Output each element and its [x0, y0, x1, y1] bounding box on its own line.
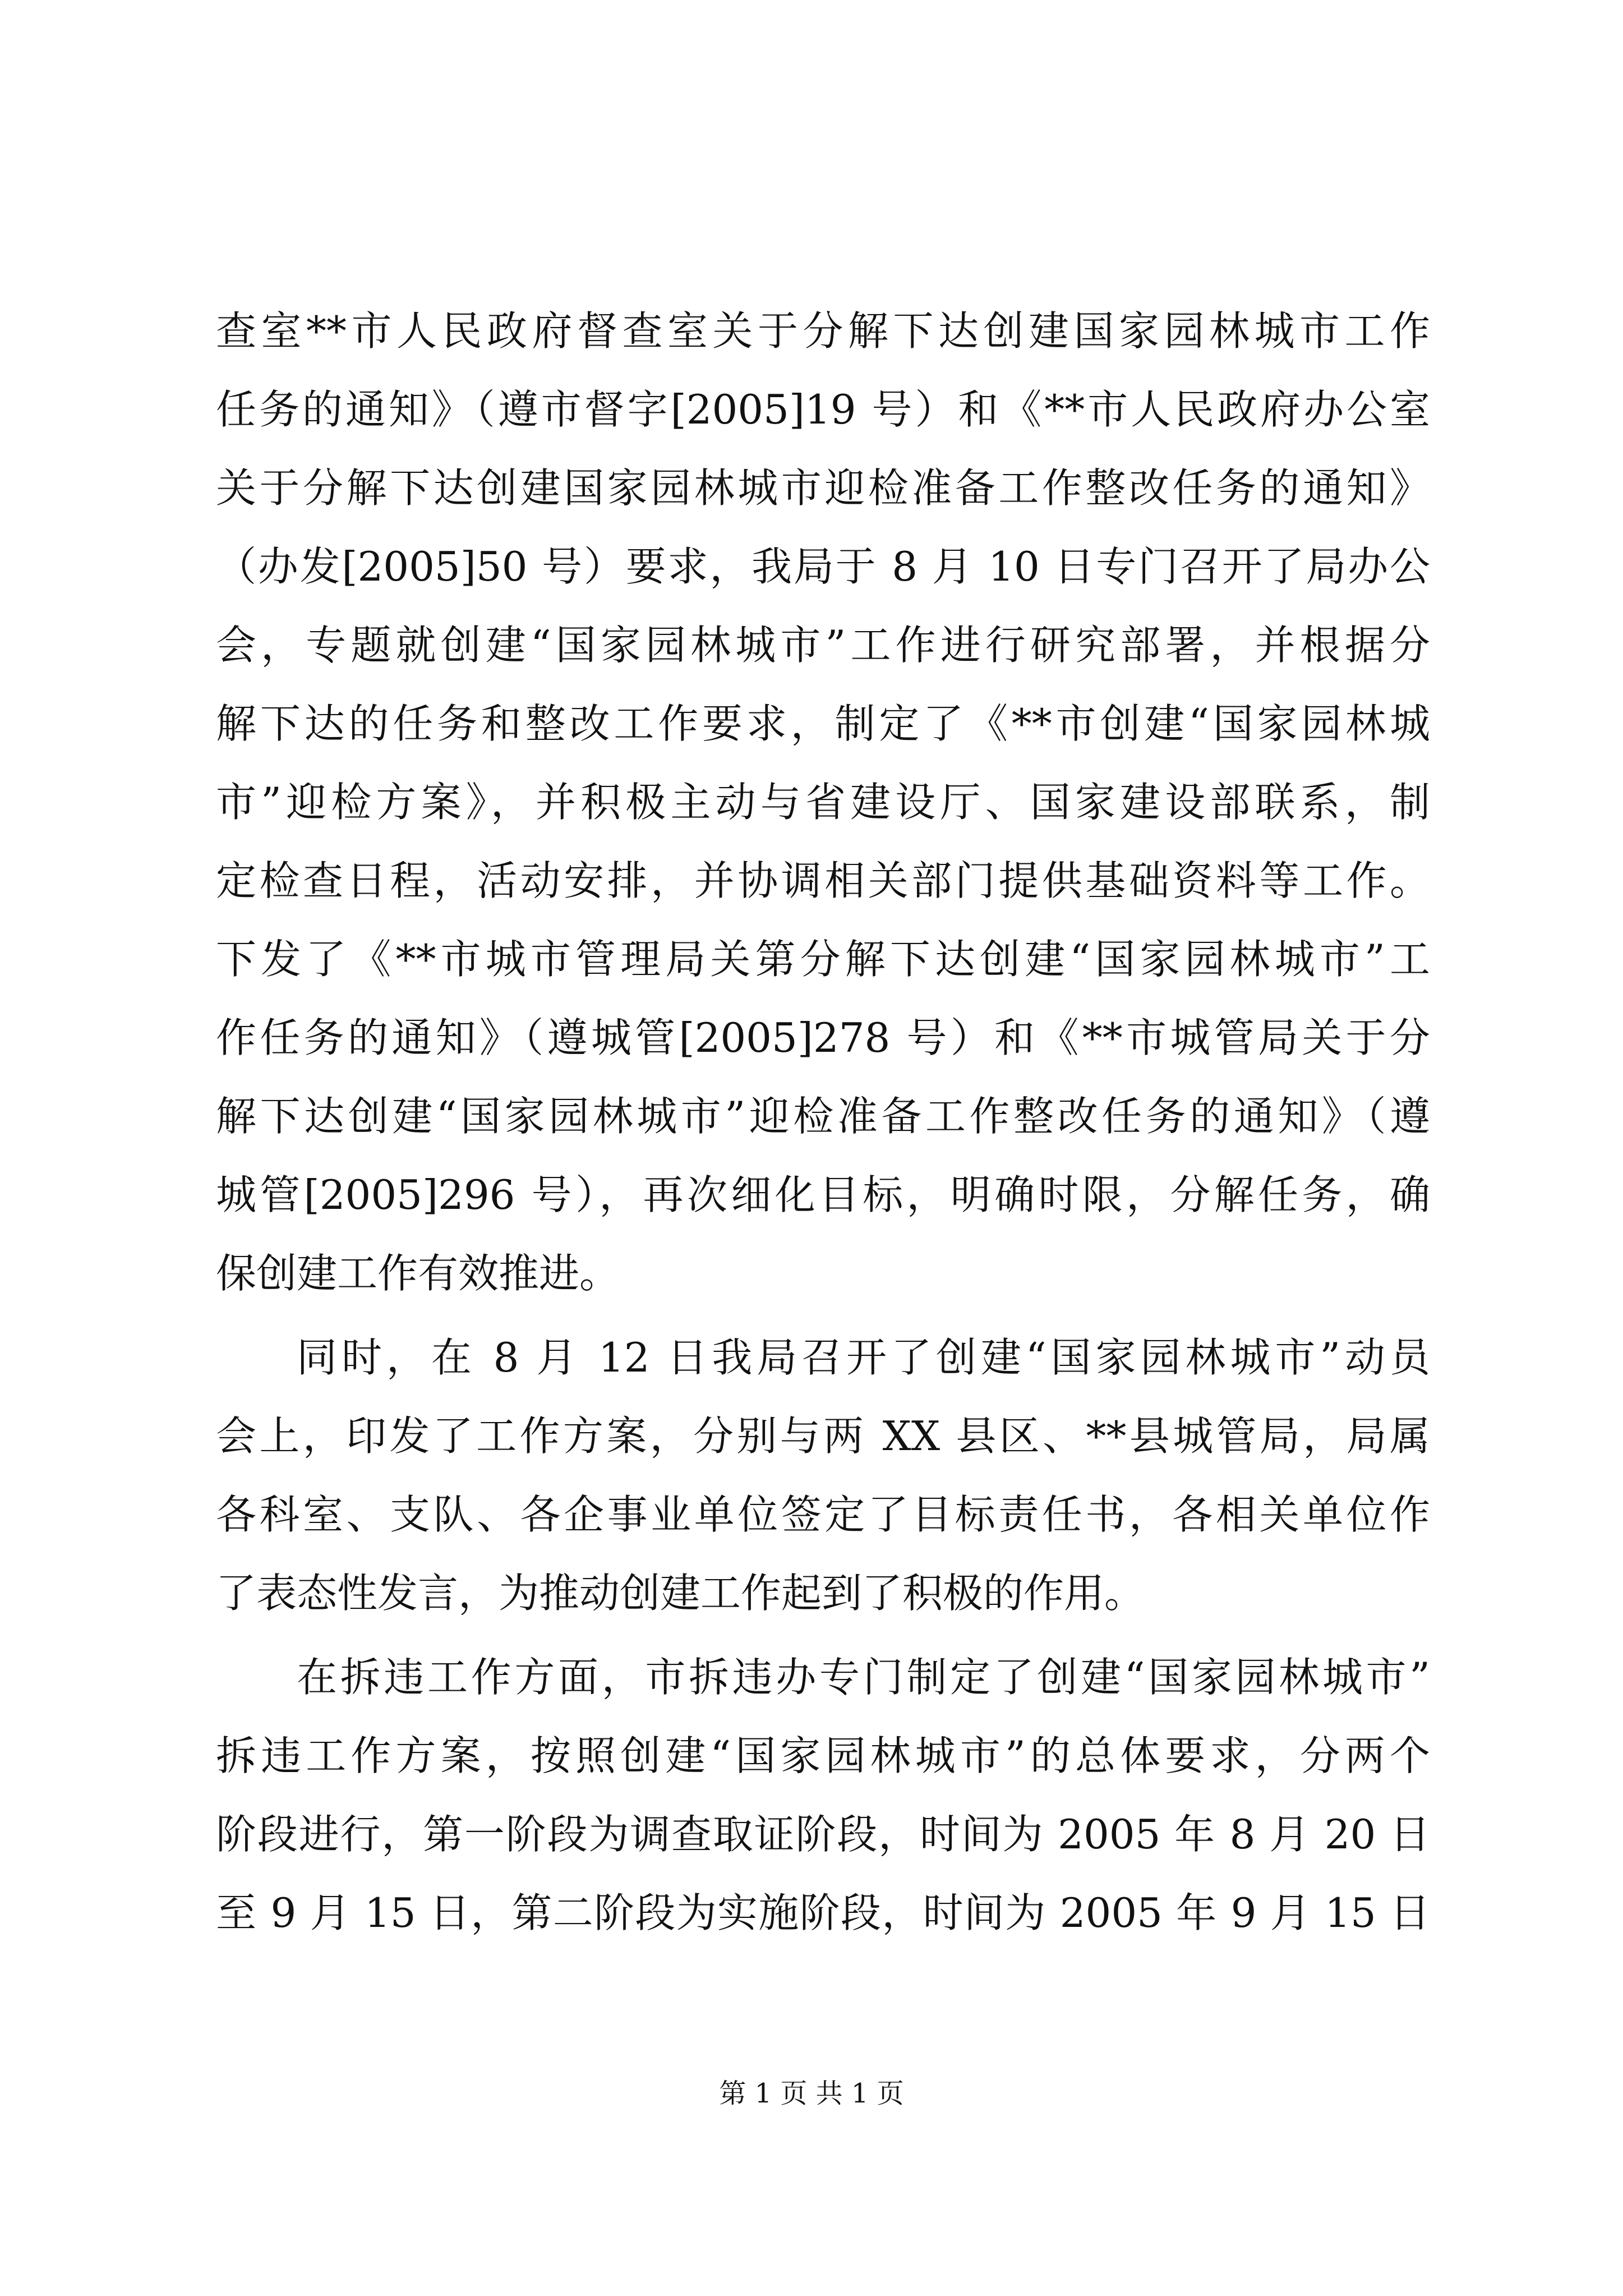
text-line: 任务的通知》（遵市督字[2005]19 号）和《**市人民政府办公室	[216, 386, 1430, 433]
text-line: 阶段进行，第一阶段为调查取证阶段，时间为 2005 年 8 月 20 日	[216, 1811, 1430, 1858]
text-line: 下发了《**市城市管理局关第分解下达创建“国家园林城市”工	[216, 936, 1430, 983]
text-line: 关于分解下达创建国家园林城市迎检准备工作整改任务的通知》	[216, 464, 1430, 512]
document-body	[216, 292, 1430, 1952]
text-line: 作任务的通知》（遵城管[2005]278 号）和《**市城管局关于分	[216, 1014, 1430, 1061]
page-number-label: 第 1 页 共 1 页	[719, 2078, 904, 2109]
text-line: 解下达创建“国家园林城市”迎检准备工作整改任务的通知》（遵	[216, 1093, 1430, 1140]
text-line: 市”迎检方案》，并积极主动与省建设厅、国家建设部联系，制	[216, 779, 1430, 826]
text-line: 了表态性发言，为推动创建工作起到了积极的作用。	[216, 1570, 1145, 1617]
text-line: 保创建工作有效推进。	[216, 1250, 620, 1297]
text-line: 各科室、支队、各企事业单位签定了目标责任书，各相关单位作	[216, 1491, 1430, 1538]
text-line: 会上，印发了工作方案，分别与两 XX 县区、**县城管局，局属	[216, 1412, 1430, 1460]
page-footer	[0, 2076, 1623, 2111]
paragraph-3	[216, 1638, 1430, 1952]
text-line: 在拆违工作方面，市拆违办专门制定了创建“国家园林城市”	[297, 1654, 1430, 1701]
text-line: 查室**市人民政府督查室关于分解下达创建国家园林城市工作	[216, 307, 1430, 355]
text-line: 拆违工作方案，按照创建“国家园林城市”的总体要求，分两个	[216, 1732, 1430, 1779]
text-line: 解下达的任务和整改工作要求，制定了《**市创建“国家园林城	[216, 700, 1430, 747]
text-line: 同时，在 8 月 12 日我局召开了创建“国家园林城市”动员	[297, 1334, 1430, 1381]
paragraph-1	[216, 292, 1430, 1313]
text-line: 城管[2005]296 号），再次细化目标，明确时限，分解任务，确	[216, 1171, 1430, 1218]
text-line: 至 9 月 15 日，第二阶段为实施阶段，时间为 2005 年 9 月 15 日	[216, 1889, 1430, 1936]
text-line: 会，专题就创建“国家园林城市”工作进行研究部署，并根据分	[216, 622, 1430, 669]
paragraph-2	[216, 1318, 1430, 1632]
text-line: （办发[2005]50 号）要求，我局于 8 月 10 日专门召开了局办公	[216, 543, 1430, 590]
text-line: 定检查日程，活动安排，并协调相关部门提供基础资料等工作。	[216, 857, 1430, 904]
